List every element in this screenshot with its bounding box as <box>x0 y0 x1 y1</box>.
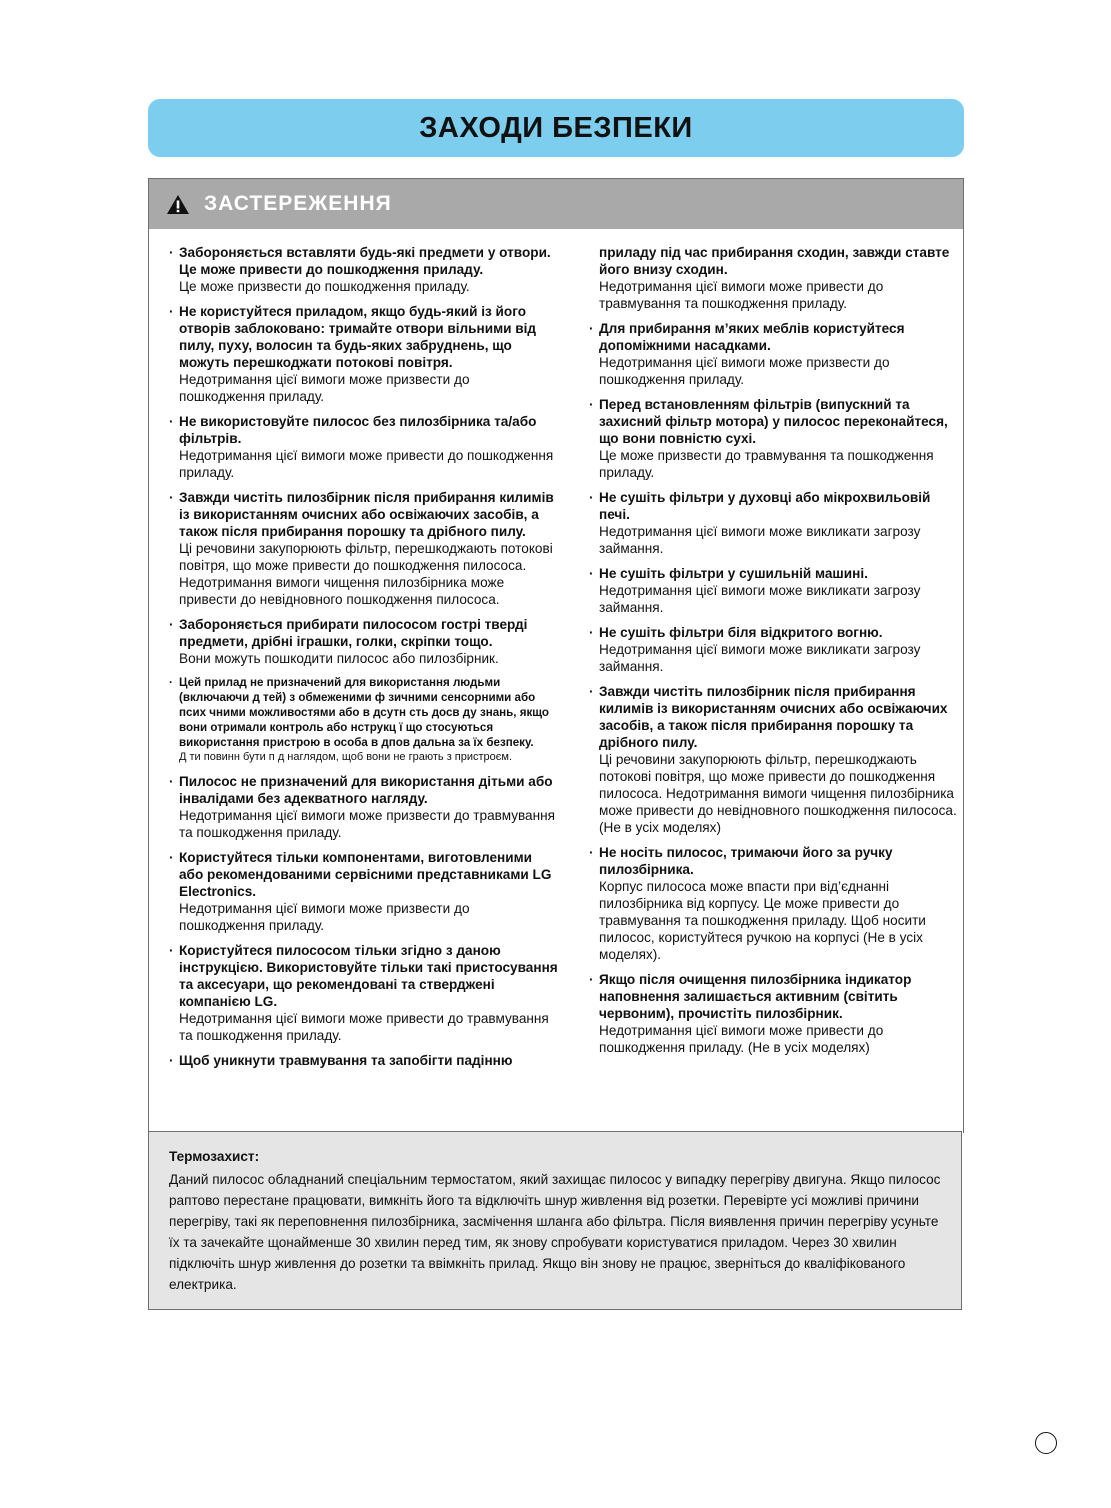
list-item: · Пилосос не призначений для використання дітьми або інвалідами без адекватного нагляду. Недотримання цієї вимоги може призвести до травмування та пошкодження приладу. <box>169 773 559 841</box>
left-column <box>169 244 559 1077</box>
list-item: · Щоб уникнути травмування та запобігти падінню <box>169 1052 559 1069</box>
thermal-protection-text: Даний пилосос обладнаний спеціальним термостатом, який захищає пилосос у випадку перегріву двигуна. Якщо пилосос раптово перестане працювати, вимкніть його та відключіть шнур живлення від розетки. Перевірте усі можливі причини перегріву, такі як переповнення пилозбірника, засмічення шланга або фільтра. Після виявлення причин перегріву усуньте їх та зачекайте щонайменше 30 хвилин перед тим, як знову спробувати користуватися приладом. Через 30 хвилин підключіть шнур живлення до розетки та ввімкніть прилад. Якщо він знову не працює, зверніться до кваліфікованого електрика. <box>169 1172 941 1292</box>
list-item: · Не використовуйте пилосос без пилозбірника та/або фільтрів. Недотримання цієї вимоги може привести до пошкодження приладу. <box>169 413 559 481</box>
right-column <box>589 244 959 1064</box>
list-item: · Забороняється вставляти будь-які предмети у отвори. Це може привести до пошкодження приладу. Це може призвести до пошкодження приладу. <box>169 244 559 295</box>
list-item: · Не користуйтеся приладом, якщо будь-який із його отворів заблоковано: тримайте отвори вільними від пилу, пуху, волосин та будь-яких забруднень, що можуть перешкоджати потокові повітря. Недотримання цієї вимоги може призвести до пошкодження приладу. <box>169 303 559 405</box>
warning-triangle-icon <box>166 194 190 215</box>
list-item: · Не носіть пилосос, тримаючи його за ручку пилозбірника. Корпус пилососа може впасти при від’єднанні пилозбірника від корпусу. Це може привести до травмування та пошкодження приладу. Щоб носити пилосос, користуйтеся ручкою на корпусі (Не в усіх моделях). <box>589 844 959 963</box>
list-item: · Не сушіть фільтри у сушильній машині. Недотримання цієї вимоги може викликати загрозу займання. <box>589 565 959 616</box>
list-item: · Перед встановленням фільтрів (випускний та захисний фільтр мотора) у пилосос переконайтеся, що вони повністю сухі. Це може призвести до травмування та пошкодження приладу. <box>589 396 959 481</box>
list-item: · Не сушіть фільтри біля відкритого вогню. Недотримання цієї вимоги може викликати загрозу займання. <box>589 624 959 675</box>
warning-section <box>148 178 964 1133</box>
thermal-protection-title: Термозахист: <box>169 1149 260 1164</box>
list-item: · Не сушіть фільтри у духовці або мікрохвильовій печі. Недотримання цієї вимоги може викликати загрозу займання. <box>589 489 959 557</box>
list-item: · Цей прилад не призначений для використання людьми (включаючи д тей) з обмеженими ф зичними сенсорними або псих чними можливостями або в дсутн сть досв ду знань, якщо вони отримали контроль або нструкц ї що стосуються використання пристрою в особа в дпов дальна за їх безпеку. Д ти повинн бути п д наглядом, щоб вони не грають з пристроєм. <box>169 675 559 765</box>
list-item: · Для прибирання м’яких меблів користуйтеся допоміжними насадками. Недотримання цієї вимоги може призвести до пошкодження приладу. <box>589 320 959 388</box>
title-banner <box>148 99 964 157</box>
page-title: ЗАХОДИ БЕЗПЕКИ <box>419 111 693 144</box>
list-item: приладу під час прибирання сходин, завжди ставте його внизу сходин. Недотримання цієї вимоги може привести до травмування та пошкодження приладу. <box>599 245 950 311</box>
warning-heading: ЗАСТЕРЕЖЕННЯ <box>204 192 392 215</box>
page-number-circle <box>1035 1432 1057 1454</box>
list-item: · Завжди чистіть пилозбірник після прибирання килимів із використанням очисних або освіжаючих засобів, а також після прибирання порошку та дрібного пилу. Ці речовини закупорюють фільтр, перешкоджають потокові повітря, що може привести до пошкодження пилососа. Недотримання вимоги чищення пилозбірника може привести до невідновного пошкодження пилососа. (Не в усіх моделях) <box>589 683 959 836</box>
thermal-protection-box <box>148 1131 962 1310</box>
warning-header <box>149 179 963 229</box>
list-item: · Забороняється прибирати пилососом гострі тверді предмети, дрібні іграшки, голки, скріпки тощо. Вони можуть пошкодити пилосос або пилозбірник. <box>169 616 559 667</box>
list-item: · Завжди чистіть пилозбірник після прибирання килимів із використанням очисних або освіжаючих засобів, а також після прибирання порошку та дрібного пилу. Ці речовини закупорюють фільтр, перешкоджають потокові повітря, що може привести до пошкодження пилососа. Недотримання вимоги чищення пилозбірника може привести до невідновного пошкодження пилососа. <box>169 489 559 608</box>
list-item: · Якщо після очищення пилозбірника індикатор наповнення залишається активним (світить червоним), прочистіть пилозбірник. Недотримання цієї вимоги може привести до пошкодження приладу. (Не в усіх моделях) <box>589 971 959 1056</box>
list-item: · Користуйтеся пилососом тільки згідно з даною інструкцією. Використовуйте тільки такі пристосування та аксесуари, що рекомендовані та стверджені компанією LG. Недотримання цієї вимоги може привести до травмування та пошкодження приладу. <box>169 942 559 1044</box>
list-item: · Користуйтеся тільки компонентами, виготовленими або рекомендованими сервісними представниками LG Electronics. Недотримання цієї вимоги може призвести до пошкодження приладу. <box>169 849 559 934</box>
